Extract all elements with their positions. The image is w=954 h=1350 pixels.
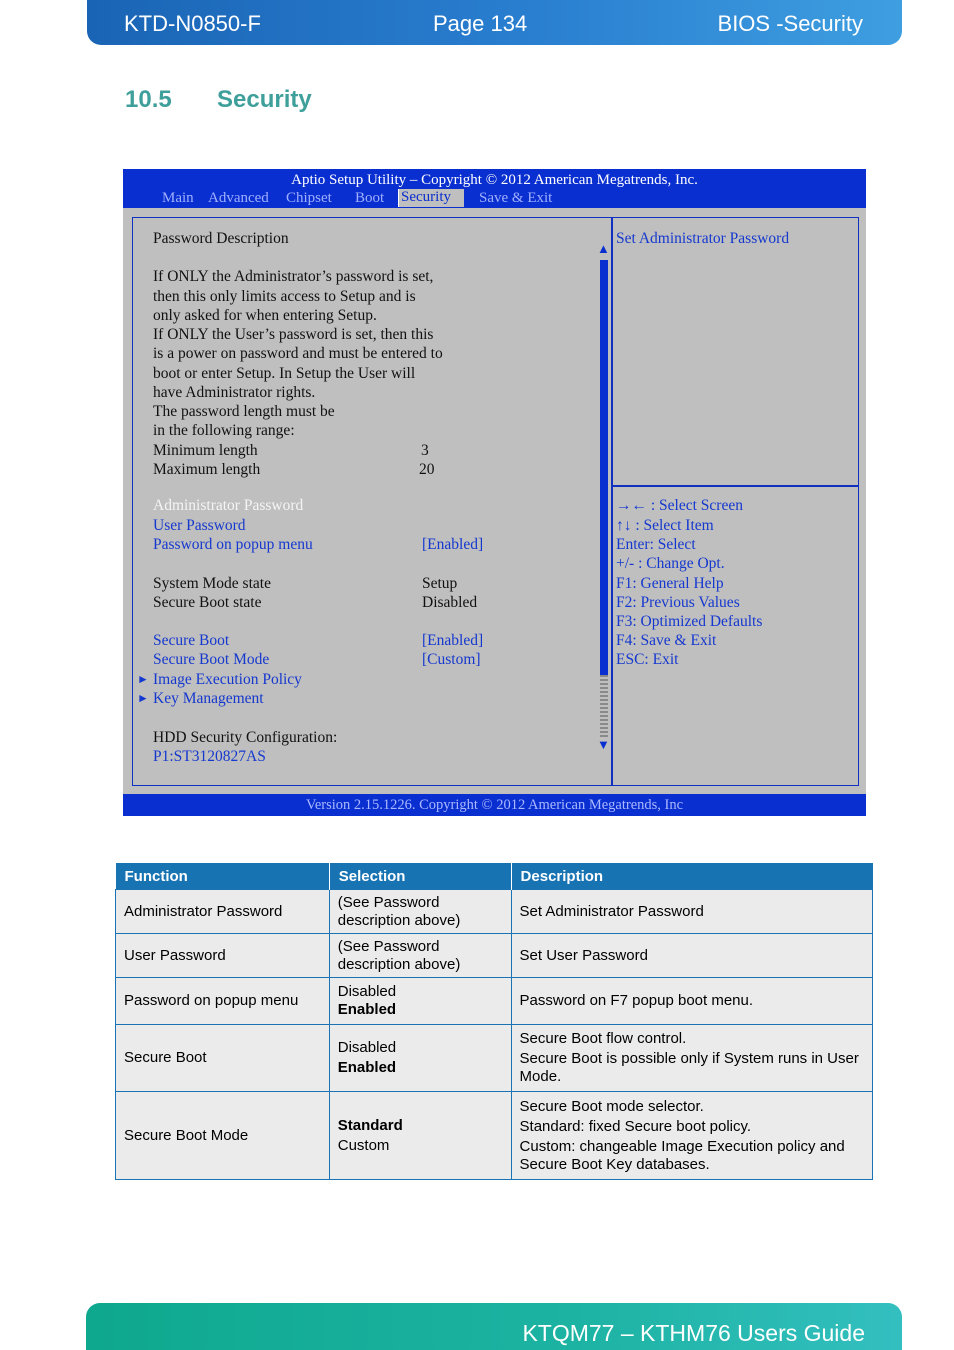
selection-option: Disabled <box>337 983 397 1000</box>
system-mode-value: Setup <box>422 575 458 592</box>
selection-cell: (See Password description above) <box>329 890 511 934</box>
description-line: have Administrator rights. <box>153 384 316 401</box>
description-line: only asked for when entering Setup. <box>153 307 377 324</box>
key-hint: ESC: Exit <box>616 651 679 668</box>
password-popup-value[interactable]: [Enabled] <box>422 536 484 553</box>
secure-boot-state-value: Disabled <box>422 594 478 611</box>
max-length-value: 20 <box>419 461 435 478</box>
min-length-value: 3 <box>421 442 429 459</box>
bios-screenshot <box>123 169 866 816</box>
function-cell: User Password <box>116 934 330 978</box>
image-execution-policy-item[interactable]: Image Execution Policy <box>153 671 302 688</box>
secure-boot-state-label: Secure Boot state <box>153 594 262 611</box>
bios-menu-advanced[interactable]: Advanced <box>208 190 269 206</box>
key-hint: +/- : Change Opt. <box>616 555 725 572</box>
description-line: is a power on password and must be entered to <box>153 345 443 362</box>
description-line: Custom: changeable Image Execution policy and Secure Boot Key databases. <box>519 1137 845 1173</box>
selection-default: Enabled <box>337 1001 397 1018</box>
bios-menu-main[interactable]: Main <box>162 190 194 206</box>
function-cell: Administrator Password <box>116 890 330 934</box>
secure-boot-value[interactable]: [Enabled] <box>422 632 484 649</box>
key-hint: F2: Previous Values <box>616 594 740 611</box>
bios-title: Aptio Setup Utility – Copyright © 2012 American Megatrends, Inc. <box>291 172 698 188</box>
selection-cell <box>329 978 511 1025</box>
table-row <box>116 1092 873 1180</box>
user-password-item[interactable]: User Password <box>153 517 246 534</box>
page-footer <box>86 1303 902 1350</box>
table-header-row <box>116 863 873 890</box>
description-line: boot or enter Setup. In Setup the User will <box>153 365 416 382</box>
table-row <box>116 978 873 1025</box>
section-number: 10.5 <box>125 86 172 113</box>
function-cell: Secure Boot <box>116 1025 330 1092</box>
hdd-security-label: HDD Security Configuration: <box>153 729 338 746</box>
bios-menu-save-exit[interactable]: Save & Exit <box>479 190 553 206</box>
table-row <box>116 1025 873 1092</box>
key-hint: ↑↓ : Select Item <box>616 517 714 534</box>
key-management-item[interactable]: Key Management <box>153 690 264 707</box>
description-cell: Set Administrator Password <box>511 890 872 934</box>
description-line: then this only limits access to Setup and is <box>153 288 416 305</box>
bios-divider <box>611 217 613 786</box>
password-description-heading: Password Description <box>153 230 289 247</box>
hdd-device-item[interactable]: P1:ST3120827AS <box>153 748 266 765</box>
doc-id: KTD-N0850-F <box>124 11 261 36</box>
bios-version-bar: Version 2.15.1226. Copyright © 2012 American Megatrends, Inc <box>123 794 866 816</box>
page-number: Page 134 <box>433 11 528 36</box>
scroll-up-icon[interactable]: ▲ <box>597 241 610 256</box>
submenu-arrow-icon: ► <box>137 672 149 686</box>
password-popup-item[interactable]: Password on popup menu <box>153 536 313 553</box>
secure-boot-mode-value[interactable]: [Custom] <box>422 651 481 668</box>
description-line: Standard: fixed Secure boot policy. <box>519 1117 752 1135</box>
scrollbar-track[interactable] <box>600 675 608 737</box>
bios-menu-chipset[interactable]: Chipset <box>286 190 332 206</box>
header-section: BIOS -Security <box>717 11 863 36</box>
description-line: If ONLY the Administrator’s password is set, <box>153 268 434 285</box>
scrollbar-thumb[interactable] <box>600 260 608 675</box>
description-line: Secure Boot is possible only if System runs in User Mode. <box>519 1050 859 1085</box>
bios-top-bar <box>123 169 866 208</box>
key-hint: F4: Save & Exit <box>616 632 717 649</box>
table-row <box>116 934 873 978</box>
selection-default: Enabled <box>337 1059 397 1076</box>
description-cell <box>511 1092 872 1180</box>
key-hint: F3: Optimized Defaults <box>616 613 763 630</box>
column-header: Description <box>511 863 872 890</box>
selection-cell <box>329 1092 511 1180</box>
key-hint: F1: General Help <box>616 575 724 592</box>
function-table <box>115 863 873 1180</box>
section-title: Security <box>217 86 312 113</box>
key-hint: →← : Select Screen <box>616 497 743 514</box>
description-cell <box>511 1025 872 1092</box>
description-line: Secure Boot mode selector. <box>519 1097 704 1115</box>
bios-menu-boot[interactable]: Boot <box>355 190 385 206</box>
bios-menu-security[interactable]: Security <box>398 189 464 207</box>
secure-boot-mode-item[interactable]: Secure Boot Mode <box>153 651 270 668</box>
scroll-down-icon[interactable]: ▼ <box>597 737 610 752</box>
function-cell: Secure Boot Mode <box>116 1092 330 1180</box>
selection-option: Disabled <box>337 1039 397 1056</box>
min-length-label: Minimum length <box>153 442 258 459</box>
max-length-label: Maximum length <box>153 461 261 478</box>
column-header: Selection <box>329 863 511 890</box>
description-cell: Set User Password <box>511 934 872 978</box>
selection-cell: (See Password description above) <box>329 934 511 978</box>
administrator-password-item[interactable]: Administrator Password <box>153 497 304 514</box>
description-cell: Password on F7 popup boot menu. <box>511 978 872 1025</box>
description-line: in the following range: <box>153 422 295 439</box>
description-line: The password length must be <box>153 403 335 420</box>
system-mode-label: System Mode state <box>153 575 271 592</box>
help-text: Set Administrator Password <box>616 230 790 247</box>
key-hint: Enter: Select <box>616 536 696 553</box>
selection-option: Custom <box>337 1136 390 1154</box>
selection-default: Standard <box>337 1116 403 1134</box>
description-line: Secure Boot flow control. <box>519 1030 687 1047</box>
function-cell: Password on popup menu <box>116 978 330 1025</box>
description-line: If ONLY the User’s password is set, then this <box>153 326 434 343</box>
page-header <box>87 0 902 45</box>
secure-boot-item[interactable]: Secure Boot <box>153 632 230 649</box>
submenu-arrow-icon: ► <box>137 691 149 705</box>
bios-help-divider <box>613 485 859 487</box>
table-row <box>116 890 873 934</box>
footer-title: KTQM77 – KTHM76 Users Guide <box>522 1320 865 1346</box>
column-header: Function <box>116 863 330 890</box>
selection-cell <box>329 1025 511 1092</box>
